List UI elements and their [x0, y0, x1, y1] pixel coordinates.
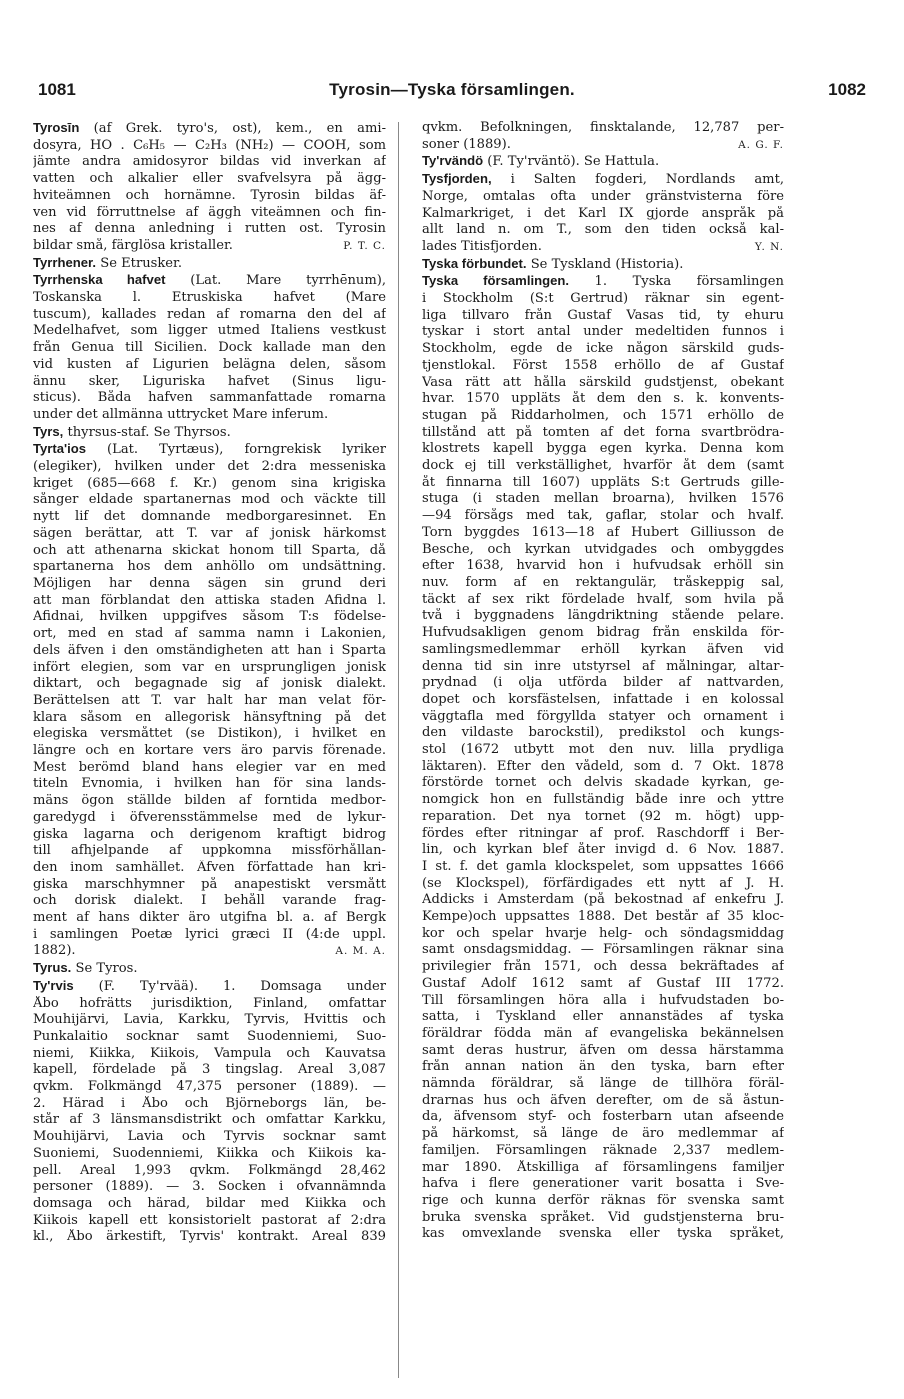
text-line — [422, 1176, 784, 1193]
text-line — [33, 760, 386, 777]
line-text: Vasa rätt att hålla särskild gudstjenst, obekant — [422, 374, 784, 390]
line-text: nämnda föräldrar, så länge de tillhöra föräl- — [422, 1076, 784, 1092]
line-text: hviteämnen och hornämne. Tyrosin bildas äf- — [33, 187, 386, 203]
text-line — [422, 291, 784, 308]
line-text: och att athenarna skickat honom till Sparta, då — [33, 542, 386, 558]
line-text: Stockholm, egde de icke någon särskild guds- — [422, 341, 784, 357]
text-line — [33, 1179, 386, 1196]
line-text: till afhjelpande af uppkomna missförhållan- — [33, 843, 386, 859]
line-text: (af Grek. tyro's, ost), kem., en ami- — [79, 121, 386, 136]
text-line — [422, 189, 784, 206]
line-text: stuga (i staden mellan broarna), hvilken 1576 — [422, 491, 784, 507]
text-line — [422, 859, 784, 876]
right-column — [422, 120, 784, 1243]
text-line — [422, 809, 784, 826]
line-text: pell. Areal 1,993 qvkm. Folkmängd 28,462 — [33, 1162, 386, 1178]
line-text: familjen. Församlingen räknade 2,337 medlem- — [422, 1142, 784, 1158]
line-text: (F. Ty'rväntö). Se Hattula. — [483, 154, 660, 170]
text-line — [33, 357, 386, 374]
line-text: den inom samhället. Äfven författade han kri- — [33, 859, 386, 875]
line-text: ven vid förruttnelse af äggh viteämnen och fin- — [33, 204, 386, 220]
text-line — [33, 1112, 386, 1129]
text-line — [422, 308, 784, 325]
line-text: giska marschhymner på anapestiskt versmått — [33, 876, 386, 892]
author-signature: Y. N. — [754, 240, 784, 253]
entry-headword: Ty'rvändö — [422, 153, 484, 169]
line-text: Kiikois kapell ett konsistorielt pastorat af 2:dra — [33, 1212, 386, 1228]
text-line — [33, 676, 386, 693]
entry-headword: Tyska församlingen. — [422, 273, 570, 289]
line-text: tuscum), kallades redan af romarna den del af — [33, 306, 386, 322]
text-line — [33, 710, 386, 727]
text-line — [33, 943, 386, 960]
line-text: 2. Härad i Åbo och Björneborgs län, be- — [33, 1095, 386, 1111]
page-number-right: 1082 — [828, 80, 866, 99]
text-line — [422, 375, 784, 392]
text-line — [422, 926, 784, 943]
text-line — [33, 960, 386, 978]
line-text: Åbo hofrätts jurisdiktion, Finland, omfattar — [33, 995, 386, 1011]
text-line — [33, 626, 386, 643]
text-line — [33, 476, 386, 493]
entry-headword: Tysfjorden, — [422, 171, 492, 187]
line-text: i Salten fogderi, Nordlands amt, — [491, 172, 784, 188]
text-line — [33, 810, 386, 827]
line-text: privilegier från 1571, och dessa bekräftades af — [422, 959, 784, 975]
text-line — [422, 206, 784, 223]
line-text: tjenstlokal. Först 1558 erhöllo de af Gustaf — [422, 357, 784, 373]
text-line — [422, 391, 784, 408]
text-line — [422, 358, 784, 375]
line-text: diktart, och begagnade sig af jonisk dialekt. — [33, 676, 386, 692]
line-text: Mest berömd bland hans elegier var en med — [33, 759, 386, 775]
text-line — [33, 543, 386, 560]
text-line — [422, 742, 784, 759]
line-text: nes af denna anledning i rutten ost. Tyrosin — [33, 221, 386, 237]
text-line — [33, 526, 386, 543]
line-text: Möjligen har denna sägen sin grund deri — [33, 575, 386, 591]
line-text: lin, och kyrkan blef åter invigd d. 6 Nov. 1887. — [422, 842, 784, 858]
page-header — [38, 80, 866, 104]
text-line — [33, 407, 386, 424]
line-text: väggtafla med förgyllda statyer och ornament i — [422, 708, 784, 724]
line-text: Toskanska l. Etruskiska hafvet (Mare — [33, 290, 386, 306]
text-line — [422, 239, 784, 256]
line-text: nuv. form af en rektangulär, tråskeppig sal, — [422, 574, 784, 590]
running-title: Tyrosin—Tyska församlingen. — [329, 80, 575, 99]
text-line — [33, 390, 386, 407]
line-text: Mouhijärvi, Lavia, Karkku, Tyrvis, Hvittis och — [33, 1012, 386, 1028]
text-line — [422, 1210, 784, 1227]
line-text: sticus). Båda hafven sammanfattade romarna — [33, 390, 386, 406]
entry-headword: Tyska förbundet. — [422, 255, 527, 271]
text-line — [33, 1096, 386, 1113]
line-text: infört elegien, som var en ursprungligen jonisk — [33, 659, 386, 675]
text-line — [33, 843, 386, 860]
line-text: att man förblandat den attiska staden Afidna l. — [33, 592, 386, 608]
line-text: kapell, fördelade på 3 tingslag. Areal 3,087 — [33, 1062, 386, 1078]
line-text: garedygd i öfverensstämmelse med de lykur- — [33, 809, 386, 825]
line-text: på härkomst, så länge de äro medlemmar af — [422, 1126, 784, 1142]
line-text: i samlingen Poetæ lyrici græci II (4:de uppl. — [33, 926, 386, 942]
line-text: tillstånd att på tomten af det forna svartbrödra- — [422, 424, 784, 440]
text-line — [33, 743, 386, 760]
line-text: åt finnarna till 1607) uppläts S:t Gertruds gille- — [422, 474, 784, 490]
text-line — [33, 893, 386, 910]
line-text: (F. Ty'rvää). 1. Domsaga under — [73, 978, 386, 994]
line-text: Mouhijärvi, Lavia och Tyrvis socknar samt — [33, 1129, 386, 1145]
line-text: kor och spelar hvarje helg- och söndagsmiddag — [422, 925, 784, 941]
line-text: 1882). — [33, 943, 76, 959]
text-line — [33, 1146, 386, 1163]
line-text: mar 1890. Åtskilliga af församlingens familjer — [422, 1159, 784, 1175]
line-text: Gustaf Adolf 1612 samt af Gustaf III 1772. — [422, 975, 784, 991]
line-text: klara såsom en allegorisk hänsyftning på det — [33, 709, 386, 725]
line-text: samlingsmedlemmar erhöll kyrkan äfven vid — [422, 641, 784, 657]
line-text: bildar små, färglösa kristaller. — [33, 237, 233, 253]
line-text: klostrets kapell bygga egen kyrka. Denna kom — [422, 441, 784, 457]
line-text: och dorisk dialekt. I behåll varande frag- — [33, 893, 386, 909]
text-line — [33, 441, 386, 459]
line-text: föräldrar födda män af evangeliska bekännelsen — [422, 1025, 784, 1041]
line-text: Se Etrusker. — [96, 255, 183, 271]
line-text: kriget (685—668 f. Kr.) genom sina krigiska — [33, 475, 386, 491]
text-line — [33, 726, 386, 743]
line-text: stugan på Riddarholmen, och 1571 erhöllo de — [422, 407, 784, 423]
line-text: rige och kunna derför räknas för svenska samt — [422, 1193, 784, 1208]
author-signature: A. M. A. — [335, 945, 386, 958]
text-line — [33, 492, 386, 509]
text-line — [422, 1093, 784, 1110]
text-line — [422, 659, 784, 676]
text-line — [422, 692, 784, 709]
text-line — [33, 643, 386, 660]
line-text: dosyra, HO . C₆H₅ — C₂H₃ (NH₂) — COOH, som — [33, 137, 386, 153]
text-line — [33, 693, 386, 710]
text-line — [422, 120, 784, 137]
text-line — [33, 660, 386, 677]
line-text: niemi, Kiikka, Kiikois, Vampula och Kauvatsa — [33, 1045, 386, 1061]
entry-headword: Tyrus. — [33, 960, 72, 976]
text-line — [33, 290, 386, 307]
text-line — [422, 508, 784, 525]
line-text: Addicks i Amsterdam (på bekostnad af enkefru J. — [422, 892, 784, 908]
line-text: Berättelsen att T. var halt har man velat för- — [33, 692, 386, 708]
line-text: från Genua till Sicilien. Dock kallade man den — [33, 340, 386, 356]
text-line — [33, 221, 386, 238]
text-line — [33, 927, 386, 944]
text-line — [33, 827, 386, 844]
text-line — [422, 1109, 784, 1126]
line-text: kas omvexlande svenska eller tyska språket, — [422, 1226, 784, 1242]
text-line — [33, 340, 386, 357]
line-text: Kalmarkriget, i det Karl IX gjorde anspråk på — [422, 205, 784, 221]
line-text: Medelhafvet, som ligger utmed Italiens vestkust — [33, 323, 386, 339]
text-line — [33, 1029, 386, 1046]
line-text: (Lat. Mare tyrrhēnum), — [165, 273, 386, 289]
text-line — [33, 1163, 386, 1180]
line-text: dels äfven i den omständigheten att han i Sparta — [33, 642, 386, 658]
text-line — [422, 1143, 784, 1160]
text-line — [33, 120, 386, 138]
line-text: reparation. Det nya tornet (92 m. högt) upp- — [422, 808, 784, 824]
line-text: stol (1672 utbytt mot den nuv. lilla prydliga — [422, 742, 784, 758]
text-line — [33, 1079, 386, 1096]
text-line — [33, 576, 386, 593]
line-text: tyskar i stort antal under medeltiden funnos i — [422, 324, 784, 340]
text-line — [33, 154, 386, 171]
page-number-left: 1081 — [38, 80, 76, 99]
line-text: giska lagarna och derigenom kraftigt bidrog — [33, 826, 386, 842]
line-text: Kempe)och uppsattes 1888. Det består af 35 kloc- — [422, 909, 784, 925]
text-line — [33, 776, 386, 793]
line-text: samt onsdagsmiddag. — Församlingen räknar sina — [422, 942, 784, 958]
line-text: fördes efter ritningar af prof. Raschdorff i Ber- — [422, 825, 784, 841]
line-text: I st. f. det gamla klockspelet, som uppsattes 1666 — [422, 858, 784, 874]
line-text: 1. Tyska församlingen — [569, 274, 784, 290]
text-line — [422, 959, 784, 976]
text-line — [422, 491, 784, 508]
line-text: personer (1889). — 3. Socken i ofvannämnda — [33, 1179, 386, 1195]
text-line — [422, 592, 784, 609]
text-line — [422, 725, 784, 742]
line-text: två i byggnadens längdriktning stående pelare. — [422, 608, 784, 624]
text-line — [422, 441, 784, 458]
text-line — [33, 255, 386, 273]
text-line — [422, 1160, 784, 1177]
text-line — [422, 1026, 784, 1043]
line-text: (se Klockspel), förfärdigades ett nytt af J. H. — [422, 875, 784, 891]
line-text: längre och en kortare vers äro parvis förenade. — [33, 743, 386, 759]
text-line — [33, 1229, 386, 1246]
text-line — [422, 525, 784, 542]
text-line — [33, 171, 386, 188]
text-line — [422, 892, 784, 909]
line-text: thyrsus-staf. Se Thyrsos. — [63, 424, 231, 440]
line-text: (elegiker), hvilken under det 2:dra messeniska — [33, 459, 386, 475]
text-line — [33, 559, 386, 576]
text-line — [422, 222, 784, 239]
column-divider — [398, 122, 399, 1378]
line-text: titeln Evnomia, i hvilken han för sina lands- — [33, 776, 386, 792]
text-line — [33, 793, 386, 810]
text-line — [33, 138, 386, 155]
text-line — [422, 171, 784, 189]
line-text: vid kusten af Ligurien belägna delen, såsom — [33, 356, 386, 372]
entry-headword: Tyrrhener. — [33, 254, 97, 270]
line-text: liga tillvaro från Gustaf Vasas tid, ty ehuru — [422, 307, 784, 323]
text-line — [33, 307, 386, 324]
text-line — [33, 272, 386, 290]
line-text: Hufvudsakligen genom bidrag från enskilda för- — [422, 625, 784, 641]
line-text: under det allmänna uttrycket Mare inferum. — [33, 406, 329, 422]
line-text: jämte andra amidosyror bildas vid inverkan af — [33, 154, 386, 170]
line-text: soner (1889). — [422, 136, 511, 152]
text-line — [422, 475, 784, 492]
line-text: från annan nation än den tyska, barn efter — [422, 1059, 784, 1075]
line-text: ment af hans dikter äro utgifna bl. a. af Bergk — [33, 910, 386, 926]
line-text: —94 försågs med tak, gaflar, stolar och hvalf. — [422, 508, 784, 524]
line-text: drarnas hus och äfven derefter, om de så åstun- — [422, 1092, 784, 1108]
text-line — [33, 877, 386, 894]
line-text: ännu sker, Liguriska hafvet (Sinus ligu- — [33, 373, 386, 389]
line-text: nytt lif det domnande medborgaresinnet. En — [33, 509, 386, 525]
entry-headword: Tyrta'ios — [33, 441, 87, 457]
text-line — [33, 459, 386, 476]
text-line — [422, 792, 784, 809]
text-line — [422, 1076, 784, 1093]
text-line — [422, 273, 784, 291]
text-line — [422, 993, 784, 1010]
line-text: Se Tyros. — [71, 961, 138, 977]
text-line — [422, 425, 784, 442]
text-line — [33, 860, 386, 877]
text-line — [422, 1009, 784, 1026]
text-line — [422, 408, 784, 425]
text-line — [422, 625, 784, 642]
line-text: efter 1638, hvarvid hon i hufvudsak erhöll sin — [422, 558, 784, 574]
line-text: (Lat. Tyrtæus), forngrekisk lyriker — [86, 442, 386, 458]
text-line — [33, 978, 386, 996]
line-text: elegiska versmåttet (se Distikon), i hvilket en — [33, 726, 386, 742]
entry-headword: Tyrrhenska hafvet — [33, 272, 166, 288]
text-line — [33, 188, 386, 205]
text-line — [422, 876, 784, 893]
entry-headword: Ty'rvis — [33, 977, 74, 993]
line-text: nomgick hon en fullständig både inre och yttre — [422, 792, 784, 808]
text-line — [422, 675, 784, 692]
line-text: ort, med en stad af samma namn i Lakonien, — [33, 626, 386, 642]
text-line — [422, 542, 784, 559]
author-signature: A. G. F. — [738, 138, 784, 151]
line-text: står af 3 länsmansdistrikt och omfattar Karkku, — [33, 1112, 386, 1128]
line-text: den vildaste barockstil), predikstol och kungs- — [422, 725, 784, 741]
line-text: Torn byggdes 1613—18 af Hubert Gilliusson de — [422, 524, 784, 540]
line-text: Afidnai, hvilken uppgifves såsom T:s födelse- — [33, 609, 386, 625]
line-text: prydnad (i olja utförda bilder af nattvarden, — [422, 675, 784, 691]
text-line — [33, 1129, 386, 1146]
author-signature: P. T. C. — [343, 239, 386, 252]
line-text: Suoniemi, Suodenniemi, Kiikka och Kiikois ka- — [33, 1145, 386, 1161]
line-text: sånger eldade spartanernas mod och väckte till — [33, 492, 386, 508]
text-line — [422, 1043, 784, 1060]
text-line — [33, 1062, 386, 1079]
line-text: dock ej till verkställighet, hvarför åt dem (samt — [422, 458, 784, 474]
line-text: i Stockholm (S:t Gertrud) räknar sin egent- — [422, 291, 784, 307]
line-text: dopet och korsfästelsen, infattade i en kolossal — [422, 691, 784, 707]
text-line — [422, 1226, 784, 1243]
text-line — [33, 238, 386, 255]
line-text: spartanerna hos dem anhöllo om undsättning. — [33, 559, 386, 575]
text-line — [33, 1213, 386, 1230]
text-line — [33, 424, 386, 442]
text-line — [422, 759, 784, 776]
text-line — [422, 976, 784, 993]
line-text: hvar. 1570 uppläts åt dem den s. k. konvents- — [422, 391, 784, 407]
line-text: qvkm. Folkmängd 47,375 personer (1889). — — [33, 1079, 386, 1095]
line-text: Punkalaitio socknar samt Suodenniemi, Suo- — [33, 1028, 386, 1044]
text-line — [33, 609, 386, 626]
text-line — [422, 575, 784, 592]
left-column — [33, 120, 386, 1246]
entry-headword: Tyrs, — [33, 423, 64, 439]
line-text: lades Titisfjorden. — [422, 238, 542, 254]
text-line — [422, 909, 784, 926]
line-text: satta, i Tyskland eller annanstädes af tyska — [422, 1009, 784, 1025]
line-text: domsaga och härad, bildar med Kiikka och — [33, 1196, 386, 1211]
text-line — [422, 1126, 784, 1143]
text-line — [422, 608, 784, 625]
text-line — [422, 1059, 784, 1076]
text-line — [422, 324, 784, 341]
text-line — [422, 137, 784, 154]
text-line — [422, 558, 784, 575]
line-text: denna tid sin inre utstyrsel af målningar, altar- — [422, 658, 784, 674]
text-line — [422, 458, 784, 475]
text-line — [33, 205, 386, 222]
text-line — [33, 996, 386, 1013]
text-line — [422, 256, 784, 274]
line-text: vatten och alkalier eller svafvelsyra på ägg- — [33, 171, 386, 187]
line-text: da, äfvensom styf- och fosterbarn utan afseende — [422, 1109, 784, 1125]
text-line — [33, 910, 386, 927]
text-line — [422, 826, 784, 843]
line-text: Till församlingen höra alla i hufvudstaden bo- — [422, 992, 784, 1008]
text-line — [33, 1046, 386, 1063]
line-text: hafva i flere generationer varit bosatta i Sve- — [422, 1176, 784, 1192]
line-text: förstörde tornet och delvis skadade kyrkan, ge- — [422, 775, 784, 791]
text-line — [33, 1196, 386, 1213]
entry-headword: Tyrosīn — [33, 120, 80, 135]
line-text: Se Tyskland (Historia). — [526, 256, 684, 272]
text-line — [422, 153, 784, 171]
text-line — [33, 323, 386, 340]
text-line — [422, 842, 784, 859]
text-line — [33, 1012, 386, 1029]
text-line — [33, 509, 386, 526]
line-text: allt land n. om T., som den tiden också kal- — [422, 222, 784, 238]
line-text: mäns ögon ställde bilden af forntida medbor- — [33, 793, 386, 809]
text-line — [422, 341, 784, 358]
line-text: kl., Åbo ärkestift, Tyrvis' kontrakt. Areal 839 — [33, 1229, 386, 1245]
text-line — [33, 593, 386, 610]
text-line — [422, 942, 784, 959]
line-text: sägen berättar, att T. var af jonisk härkomst — [33, 525, 386, 541]
text-line — [422, 642, 784, 659]
line-text: Besche, och kyrkan utvidgades och ombyggdes — [422, 541, 784, 557]
line-text: samt deras hustrur, äfven om dessa härstamma — [422, 1042, 784, 1058]
text-line — [422, 709, 784, 726]
line-text: qvkm. Befolkningen, finsktalande, 12,787 per- — [422, 120, 784, 135]
text-line — [422, 1193, 784, 1210]
text-line — [33, 374, 386, 391]
line-text: bruka svenska språket. Vid gudstjensterna bru- — [422, 1209, 784, 1225]
line-text: läktaren). Efter den vådeld, som d. 7 Okt. 1878 — [422, 758, 784, 774]
line-text: Norge, omtalas ofta under gränstvisterna före — [422, 188, 784, 204]
text-line — [422, 775, 784, 792]
line-text: täckt af sex rikt fördelade hvalf, som hvila på — [422, 591, 784, 607]
